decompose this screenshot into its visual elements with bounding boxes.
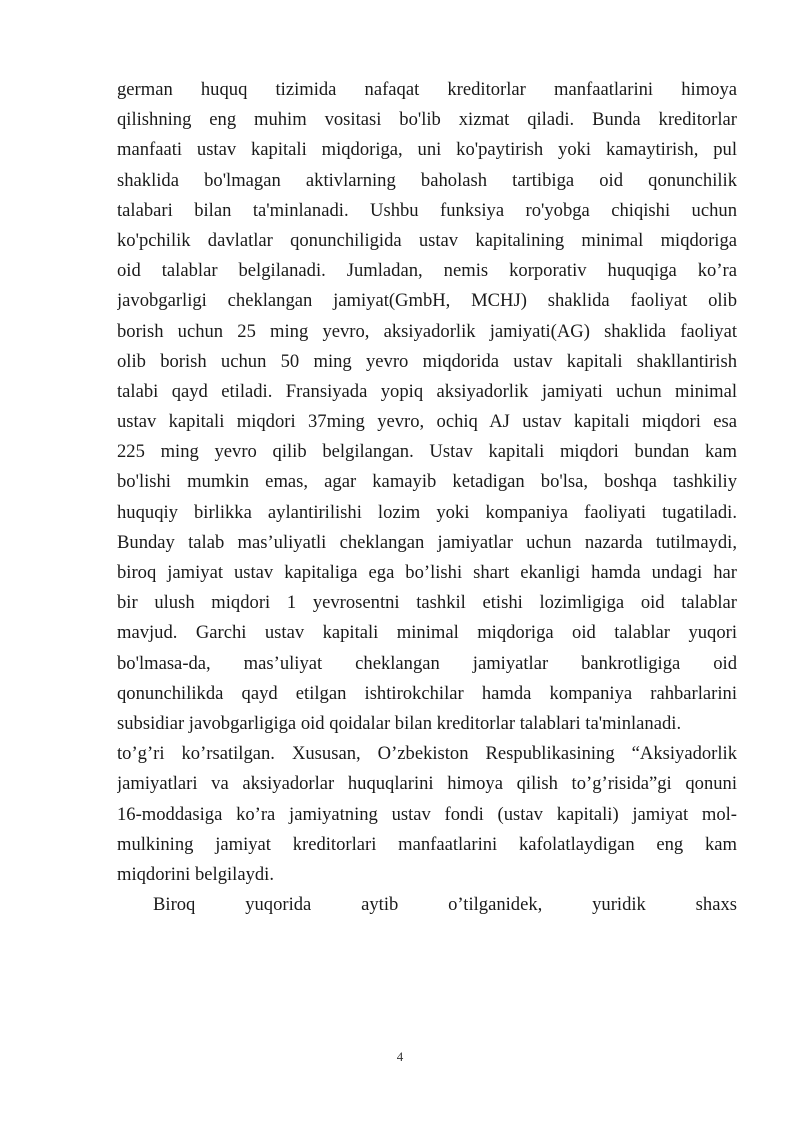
text-line: mulkining jamiyat kreditorlari manfaatlarini kafolatlaydigan eng kam (117, 833, 737, 855)
text-line: talabari bilan ta'minlanadi. Ushbu funksiya ro'yobga chiqishi uchun (117, 199, 737, 221)
text-line: olib borish uchun 50 ming yevro miqdorida ustav kapitali shakllantirish (117, 350, 737, 372)
text-line: qilishning eng muhim vositasi bo'lib xizmat qiladi. Bunda kreditorlar (117, 109, 737, 131)
text-line: huquqiy birlikka aylantirilishi lozim yoki kompaniya faoliyati tugatiladi. (117, 501, 737, 523)
text-line: javobgarligi cheklangan jamiyat(GmbH, MCHJ) shaklida faoliyat olib (117, 290, 737, 312)
text-line: qonunchilikda qayd etilgan ishtirokchilar hamda kompaniya rahbarlarini (117, 682, 737, 704)
text-line: manfaati ustav kapitali miqdoriga, uni ko'paytirish yoki kamaytirish, pul (117, 139, 737, 161)
text-line: 225 ming yevro qilib belgilangan. Ustav kapitali miqdori bundan kam (117, 441, 737, 463)
text-line: biroq jamiyat ustav kapitaliga ega bo’lishi shart ekanligi hamda undagi har (117, 562, 737, 583)
text-line: subsidiar javobgarligiga oid qoidalar bilan kreditorlar talablari ta'minlanadi. (117, 712, 682, 734)
text-line: shaklida bo'lmagan aktivlarning baholash tartibiga oid qonunchilik (117, 169, 737, 191)
text-line: bo'lishi mumkin emas, agar kamayib ketadigan bo'lsa, boshqa tashkiliy (117, 471, 737, 493)
text-line: Biroq yuqorida aytib o’tilganidek, yuridik shaxs (153, 894, 737, 916)
text-line: mavjud. Garchi ustav kapitali minimal miqdoriga oid talablar yuqori (117, 622, 737, 644)
page-number: 4 (396, 1049, 404, 1064)
text-line: talabi qayd etiladi. Fransiyada yopiq aksiyadorlik jamiyati uchun minimal (117, 380, 737, 402)
text-line: miqdorini belgilaydi. (117, 863, 274, 885)
text-line: 16-moddasiga ko’ra jamiyatning ustav fondi (ustav kapitali) jamiyat mol- (117, 803, 737, 825)
text-line: bir ulush miqdori 1 yevrosentni tashkil etishi lozimligiga oid talablar (117, 592, 737, 614)
text-line: to’g’ri ko’rsatilgan. Xususan, O’zbekiston Respublikasining “Aksiyadorlik (117, 743, 737, 765)
text-line: jamiyatlari va aksiyadorlar huquqlarini himoya qilish to’g’risida”gi qonuni (117, 773, 737, 795)
text-line: ko'pchilik davlatlar qonunchiligida ustav kapitalining minimal miqdoriga (117, 229, 737, 251)
text-line: ustav kapitali miqdori 37ming yevro, ochiq AJ ustav kapitali miqdori esa (117, 411, 737, 433)
text-line: borish uchun 25 ming yevro, aksiyadorlik jamiyati(AG) shaklida faoliyat (117, 320, 737, 342)
text-line: german huquq tizimida nafaqat kreditorlar manfaatlarini himoya (117, 79, 737, 100)
text-line: bo'lmasa-da, mas’uliyat cheklangan jamiyatlar bankrotligiga oid (117, 652, 737, 674)
body-text (117, 75, 737, 920)
text-line: oid talablar belgilanadi. Jumladan, nemis korporativ huquqiga ko’ra (117, 260, 737, 282)
text-line: Bunday talab mas’uliyatli cheklangan jamiyatlar uchun nazarda tutilmaydi, (117, 531, 737, 553)
